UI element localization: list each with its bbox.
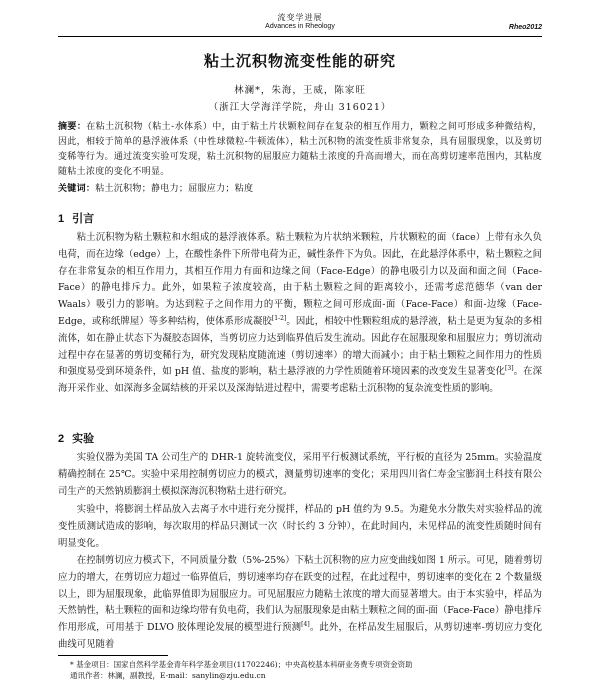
body-paragraph: [58, 502, 542, 552]
keywords: [58, 182, 542, 197]
paragraph-text: 。因此，相较中性颗粒组成的悬浮液，粘土是更为复杂的多相流体，如在静止状态下为凝胶态固体，当剪切应力达到临界值后发生流动。因此存在屈服现象和屈服应力；剪切流动过程中存在显著的剪切变稀行为，研究发现粘度随流速（剪切速率）的增大而减小；由于粘土颗粒之间作用力的性质和强度易受到环境条件，如 pH 值、盐度的影响，粘土悬浮液的力学性质随着环境因素的改变发生显著变化: [58, 315, 542, 378]
body-paragraph: [58, 230, 542, 398]
affiliation: （浙江大学海洋学院，舟山 316021）: [208, 102, 392, 113]
footnote: [58, 659, 542, 681]
citation: [1-2]: [271, 314, 287, 322]
abstract-label: 摘要：: [58, 122, 87, 132]
citation: [4]: [301, 621, 310, 629]
keywords-text: 粘土沉积物；静电力；屈服应力；粘度: [95, 184, 254, 194]
paragraph-text: 在控制剪切应力模式下，不同质量分数（5%-25%）下粘土沉积物的应力应变曲线如图 1 所示。可见，随着剪切应力的增大，在剪切应力超过一临界值后，剪切速率均存在跃变的过程，在此过程中，剪切速率的变化在 2 个数量级以上，即为屈服现象，此临界值即为屈服应力。可见屈服应力随粘土浓度的增大而显著增大。由于本实验中，样品为天然钠性，粘土颗粒的面和边缘均带有负电荷，我们认为屈服现象是由粘土颗粒之间的面-面（Face-Face）静电排斥作用形成，可用基于 DLVO 胶体理论发展的模型进行预测: [58, 555, 542, 634]
abstract-text: 在粘土沉积物（粘土-水体系）中，由于粘土片状颗粒间存在复杂的相互作用力，颗粒之间可形成多种微结构，因此，相较于简单的悬浮液体系（中性球微粒-牛顿流体），粘土沉积物的流变性质非常复杂，具有屈服现象，以及剪切变稀等行为。通过流变实验可发现，粘土沉积物的屈服应力随粘土浓度的升高而增大，而在高剪切速率范围内，其粘度随粘土浓度的变化不明显。: [58, 122, 542, 177]
journal-title-en: Advances in Rheology: [265, 23, 335, 30]
footnote-rule: [58, 655, 168, 656]
section-heading-introduction: [58, 210, 94, 226]
header-rule: [58, 36, 542, 37]
paragraph-text: 实验仪器为美国 TA 公司生产的 DHR-1 旋转流变仪，采用平行板测试系统，平行板的直径为 25mm。实验温度精确控制在 25℃。实验中采用控制剪切应力的模式，测量剪切速率的变化；采用四川省仁寿金宝膨润土科技有限公司生产的天然钠质膨润土模拟深海沉积物粘土进行研究。: [58, 452, 542, 497]
paper-title: 粘土沉积物流变性能的研究: [203, 52, 396, 70]
section-number: 2: [58, 433, 65, 445]
section-number: 1: [58, 213, 65, 225]
section-title: 实验: [72, 433, 95, 445]
edition-label: Rheo2012: [508, 24, 542, 31]
body-paragraph: [58, 450, 542, 500]
body-paragraph: [58, 553, 542, 654]
footnote-correspondence: 通讯作者：林澜，副教授，E-mail：sanylin@zju.edu.cn: [70, 671, 266, 680]
paragraph-text: 粘土沉积物为粘土颗粒和水组成的悬浮液体系。粘土颗粒为片状纳米颗粒，片状颗粒的面（face）上带有永久负电荷，而在边缘（edge）上，在酸性条件下所带电荷为正，碱性条件下为负。因此，在此悬浮体系中，粘土颗粒之间存在非常复杂的相互作用力，其相互作用力有面和边缘之间（Face-Edge）的静电吸引力以及面和面之间（Face-Face）的静电排斥力。此外，如果粒子浓度较高，由于粘土颗粒之间的距离较小，还需考虑范德华（van der Waals）吸引力的影响。为达到粒子之间作用力的平衡，颗粒之间可形成面-面（Face-Face）和面-边缘（Face-Edge，或称纸牌屋）等多种结构，使体系形成凝胶: [58, 232, 542, 327]
journal-title-cn: 流变学进展: [277, 13, 323, 22]
citation: [3]: [505, 365, 514, 373]
keywords-label: 关键词：: [58, 184, 96, 194]
paragraph-text: 。此外，在样品发生屈服后，从剪切速率-剪切应力变化曲线可见随着: [58, 622, 543, 650]
section-heading-experiment: [58, 430, 94, 446]
paragraph-text: 实验中，将膨润土样品放入去离子水中进行充分搅拌，样品的 pH 值约为 9.5。为避免水分散失对实验样品的流变性质测试造成的影响，每次取用的样品只测试一次（时长约 3 分钟），在此时间内，未见样品的流变性质随时间有明显变化。: [58, 504, 542, 549]
footnote-funding: * 基金项目：国家自然科学基金青年科学基金项目(11702246)；中央高校基本科研业务费专项资金资助: [70, 660, 413, 669]
abstract: [58, 120, 542, 180]
section-title: 引言: [72, 213, 95, 225]
paragraph-text: 。在深海开采作业、如深海多金属结核的开采以及深海钻进过程中，需要考虑粘土沉积物的复杂流变性质的影响。: [58, 366, 542, 395]
author-list: 林澜*，朱海，王威，陈家旺: [234, 85, 366, 96]
running-head: [0, 12, 600, 38]
